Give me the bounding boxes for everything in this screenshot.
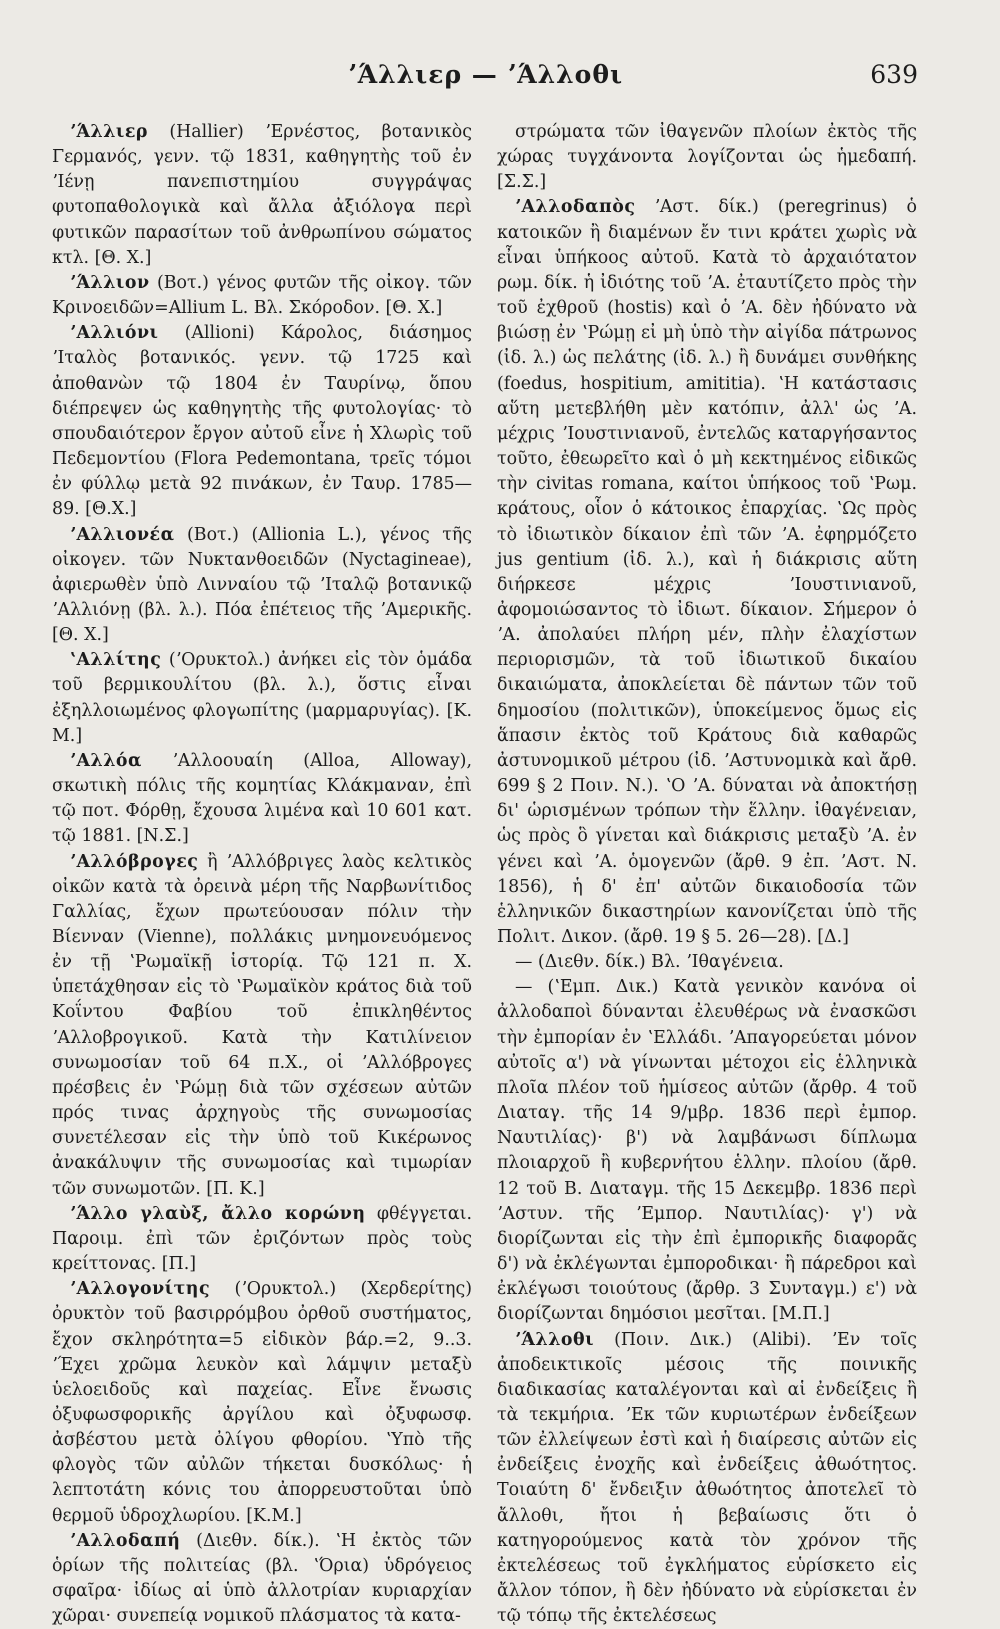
dictionary-entry (52, 749, 472, 850)
entry-text: (Βοτ.) (Allionia L.), γένος τῆς οἰκογεν. τῶν Νυκτανθοειδῶν (Nyctagineae), ἀφιερωθὲν ὑπὸ Λινναίου τῷ ʼΙταλῷ βοτανικῷ ʼΑλλιόνῃ (βλ. λ.). Πόα ἐπέτειος τῆς ʼΑμερικῆς. [Θ. Χ.] (52, 525, 472, 646)
entry-text: (Ποιν. Δικ.) (Alibi). ʼΕν τοῖς ἀποδεικτικοῖς μέσοις τῆς ποινικῆς διαδικασίας καταλέγονται καὶ αἱ ἐνδείξεις ἢ τὰ τεκμήρια. ʼΕκ τῶν κυριωτέρων ἐνδείξεων τῶν ἐλλείψεων ἐστὶ καὶ ἡ διαίρεσις αὐτῶν εἰς ἐνδείξεις ἐνοχῆς καὶ ἐνδείξεις ἀθωότητος. Τοιαύτη δ' ἔνδειξιν ἀθωότητος ἀποτελεῖ τὸ ἄλλοθι, ἤτοι ἡ βεβαίωσις ὅτι ὁ κατηγορούμενος κατὰ τὸν χρόνον τῆς ἐκτελέσεως τοῦ ἐγκλήματος εὑρίσκετο εἰς ἄλλον τόπον, ἢ δὲν ἠδύνατο νὰ εὑρίσκεται ἐν τῷ τόπῳ τῆς ἐκτελέσεως (497, 1330, 917, 1627)
entry-headword: ʼΆλλιερ (70, 122, 148, 142)
dictionary-entry (52, 850, 472, 1202)
entry-headword: ʼΆλλοθι (515, 1330, 594, 1350)
entry-text: (Allioni) Κάρολος, διάσημος ʼΙταλὸς βοτανικός. γενν. τῷ 1725 καὶ ἀποθανὼν τῷ 1804 ἐν Ταυρίνῳ, ὅπου διέπρεψεν ὡς καθηγητὴς τῆς φυτολογίας· τὸ σπουδαιότερον ἔργον αὐτοῦ εἶνε ἡ Χλωρὶς τοῦ Πεδεμοντίου (Flora Pedemontana, τρεῖς τόμοι ἐν φύλλῳ μετὰ 92 πινάκων, ἐν Ταυρ. 1785—89. [Θ.Χ.] (52, 323, 472, 519)
entry-headword: ʼΑλλιόνι (70, 323, 158, 343)
dictionary-entry (497, 195, 917, 950)
entry-text: (ʼΟρυκτολ.) ἀνήκει εἰς τὸν ὁμάδα τοῦ βερμικουλίτου (βλ. λ.), ὅστις εἶναι ἐξηλλοιωμένος φλογωπίτης (μαρμαρυγίας). [Κ. Μ.] (52, 650, 472, 745)
entry-text: ʼΑστ. δίκ.) (peregrinus) ὁ κατοικῶν ἢ διαμένων ἔν τινι κράτει χωρὶς νὰ εἶναι ὑπήκοος αὐτοῦ. Κατὰ τὸ ἀρχαιότατον ρωμ. δίκ. ἡ ἰδιότης τοῦ ʼΑ. ἐταυτίζετο πρὸς τὴν τοῦ ἐχθροῦ (hostis) καὶ ὁ ʼΑ. δὲν ἠδύνατο νὰ βιώσῃ ἐν ʽΡώμῃ εἰ μὴ ὑπὸ τὴν αἰγίδα πάτρωνος (ἰδ. λ.) ὡς πελάτης (ἰδ. λ.) ἢ δυνάμει συνθήκης (foedus, hospitium, amititia). ʽΗ κατάστασις αὕτη μετεβλήθη μὲν κατόπιν, ἀλλ' ὡς ʼΑ. μέχρις ʼΙουστινιανοῦ, ἐντελῶς καταργήσαντος τοῦτο, ἐθεωρεῖτο καὶ ὁ μὴ κεκτημένος εἰδικῶς τὴν civitas romana, καίτοι ὑπήκοος τοῦ ʽΡωμ. κράτους, οἷον ὁ κάτοικος ἐπαρχίας. ʽΩς πρὸς τὸ ἰδιωτικὸν δίκαιον ἐπὶ τῶν ʼΑ. ἐφηρμόζετο jus gentium (ἰδ. λ.), καὶ ἡ διάκρισις αὕτη διήρκεσε μέχρις ʼΙουστινιανοῦ, ἀφομοιώσαντος τὸ ἰδιωτ. δίκαιον. Σήμερον ὁ ʼΑ. ἀπολαύει πλήρη μέν, πλὴν ἐλαχίστων περιορισμῶν, τὰ τοῦ ἰδιωτικοῦ δικαίου δικαιώματα, ἀποκλείεται δὲ πάντων τῶν τοῦ δημοσίου (πολιτικῶν), ὑποκείμενος ὅμως εἰς ἅπασιν ἐκτὸς τοῦ Κράτους διὰ καθαρῶς ἀστυνομικοῦ μέτρου (ἰδ. ʼΑστυνομικὰ καὶ ἄρθ. 699 § 2 Ποιν. Ν.). ʽΟ ʼΑ. δύναται νὰ ἀποκτήσῃ δι' ὡρισμένων τρόπων τὴν ἕλλην. ἰθαγένειαν, ὡς πρὸς ὃ γίνεται καὶ διάκρισις μεταξὺ ʼΑ. ἐν γένει καὶ ʼΑ. ὁμογενῶν (ἄρθ. 9 ἐπ. ʼΑστ. Ν. 1856), ἡ δ' ἐπ' αὐτῶν δικαιοδοσία τῶν ἑλληνικῶν δικαστηρίων κανονίζεται ὑπὸ τῆς Πολιτ. Δικον. (ἄρθ. 19 § 5. 26—28). [Δ.] (497, 197, 917, 947)
entry-headword: ʼΑλλοδαπὸς (515, 197, 635, 217)
dictionary-entry (52, 648, 472, 749)
entry-text: (Διεθν. δίκ.). ʽΗ ἐκτὸς τῶν ὁρίων τῆς πολιτείας (βλ. ʽΌρια) ὑδρόγειος σφαῖρα· ἰδίως αἱ ὑπὸ ἀλλοτρίαν κυριαρχίαν χῶραι· συνεπείᾳ νομικοῦ πλάσματος τὰ κατα- (52, 1531, 472, 1626)
entry-headword: ʼΑλλιονέα (70, 525, 174, 545)
left-column (52, 120, 472, 1629)
entry-text: (Hallier) ʼΕρνέστος, βοτανικὸς Γερμανός, γενν. τῷ 1831, καθηγητὴς τοῦ ἐν ʼΙένῃ πανεπιστημίου συγγράψας φυτοπαθολογικὰ καὶ ἄλλα ἀξιόλογα περὶ φυτικῶν παρασίτων τοῦ ἀνθρωπίνου σώματος κτλ. [Θ. Χ.] (52, 122, 472, 268)
entry-text: φθέγγεται. Παροιμ. ἐπὶ τῶν ἐριζόντων πρὸς τοὺς κρείττονας. [Π.] (52, 1204, 472, 1274)
dictionary-entry (52, 1202, 472, 1277)
entry-text: — (ʽΕμπ. Δικ.) Κατὰ γενικὸν κανόνα οἱ ἀλλοδαποὶ δύνανται ἐλευθέρως νὰ ἐνασκῶσι τὴν ἐμπορίαν ἐν ʽΕλλάδι. ʼΑπαγορεύεται μόνον αὐτοῖς α') νὰ γίνωνται μέτοχοι εἰς ἑλληνικὰ πλοῖα πλέον τοῦ ἡμίσεος αὐτῶν (ἄρθρ. 4 τοῦ Διαταγ. τῆς 14 9/μβρ. 1836 περὶ ἐμπορ. Ναυτιλίας)· β') νὰ λαμβάνωσι δίπλωμα πλοιαρχοῦ ἢ κυβερνήτου ἑλλην. πλοίου (ἄρθ. 12 τοῦ Β. Διαταγμ. τῆς 15 Δεκεμβρ. 1836 περὶ ʼΑστυν. τῆς ʼΕμπορ. Ναυτιλίας)· γ') νὰ διορίζωνται εἰς τὴν ἐπὶ ἐμπορικῆς διαφορᾶς δ') νὰ ἐκλέγωνται ἐμποροδικαι· ἢ πάρεδροι καὶ ἐκλέγωσι τοιούτους (ἄρθρ. 3 Συνταγμ.) ε') νὰ διορίζωνται δημόσιοι μεσῖται. [Μ.Π.] (497, 977, 917, 1324)
right-column (497, 120, 917, 1629)
entry-headword: ʽΑλλίτης (70, 650, 161, 670)
dictionary-entry (52, 120, 472, 271)
dictionary-entry (497, 120, 917, 195)
dictionary-entry (497, 1328, 917, 1629)
entry-headword: ʼΑλλογονίτης (70, 1279, 210, 1299)
entry-text: στρώματα τῶν ἰθαγενῶν πλοίων ἐκτὸς τῆς χώρας τυγχάνοντα λογίζονται ὡς ἡμεδαπή. [Σ.Σ.] (497, 122, 917, 192)
page-number: 639 (870, 60, 918, 89)
dictionary-entry (497, 975, 917, 1327)
entry-headword: ʼΑλλοδαπή (70, 1531, 180, 1551)
entry-headword: ʼΆλλο γλαὺξ, ἄλλο κορώνη (70, 1204, 365, 1224)
dictionary-entry (52, 271, 472, 321)
running-head: ʼΆλλιερ — ʼΆλλοθι (348, 60, 623, 89)
entry-headword: ʼΑλλόα (70, 751, 142, 771)
entry-text: (ʼΟρυκτολ.) (Χερδερίτης) ὀρυκτὸν τοῦ βασιρρόμβου ὀρθοῦ συστήματος, ἔχον σκληρότητα=5 εἰδικὸν βάρ.=2, 9..3. ʼΈχει χρῶμα λευκὸν καὶ λάμψιν μεταξὺ ὑελοειδοῦς καὶ παχείας. Εἶνε ἔνωσις ὀξυφωσφορικῆς ἀργίλου καὶ ὀξυφωσφ. ἀσβέστου μετὰ ὀλίγου φθορίου. ʽΥπὸ τῆς φλογὸς τῶν αὐλῶν τήκεται δυσκόλως· ἡ λεπτοτάτη κόνις του ἀπορρευστοῦται ὑπὸ θερμοῦ ὑδροχλωρίου. [Κ.Μ.] (52, 1279, 472, 1525)
entry-text: (Βοτ.) γένος φυτῶν τῆς οἰκογ. τῶν Κρινοειδῶν=Allium L. Βλ. Σκόροδον. [Θ. Χ.] (52, 273, 472, 318)
dictionary-entry (52, 321, 472, 522)
entry-text: ʼΑλλοουαίη (Alloa, Alloway), σκωτικὴ πόλις τῆς κομητίας Κλάκμαναν, ἐπὶ τῷ ποτ. Φόρθῃ, ἔχουσα λιμένα καὶ 10 601 κατ. τῷ 1881. [Ν.Σ.] (52, 751, 472, 846)
dictionary-entry (52, 523, 472, 649)
entry-text: ἢ ʼΑλλόβριγες λαὸς κελτικὸς οἰκῶν κατὰ τὰ ὀρεινὰ μέρη τῆς Ναρβωνίτιδος Γαλλίας, ἔχων πρωτεύουσαν πόλιν τὴν Βίενναν (Vienne), πολλάκις μνημονευόμενος ἐν τῇ ʽΡωμαϊκῇ ἱστορίᾳ. Τῷ 121 π. Χ. ὑπετάχθησαν εἰς τὸ ʽΡωμαϊκὸν κράτος διὰ τοῦ Κοΐντου Φαβίου τοῦ ἐπικληθέντος ʼΑλλοβρογικοῦ. Κατὰ τὴν Κατιλίνειον συνωμοσίαν τοῦ 64 π.Χ., οἱ ʼΑλλόβρογες πρέσβεις ἐν ʽΡώμῃ διὰ τῶν σχέσεων αὐτῶν πρός τινας ἀρχηγοὺς τῆς συνωμοσίας συνετέλεσαν εἰς τὴν ὑπὸ τοῦ Κικέρωνος ἀνακάλυψιν τῆς συνωμοσίας καὶ τιμωρίαν τῶν συνωμοτῶν. [Π. Κ.] (52, 852, 472, 1199)
dictionary-entry (52, 1529, 472, 1629)
entry-headword: ʼΆλλιον (70, 273, 150, 293)
dictionary-entry (497, 950, 917, 975)
page-header (0, 60, 1000, 100)
dictionary-entry (52, 1277, 472, 1529)
entry-text: — (Διεθν. δίκ.) Βλ. ʼΙθαγένεια. (515, 952, 784, 972)
entry-headword: ʼΑλλόβρογες (70, 852, 198, 872)
